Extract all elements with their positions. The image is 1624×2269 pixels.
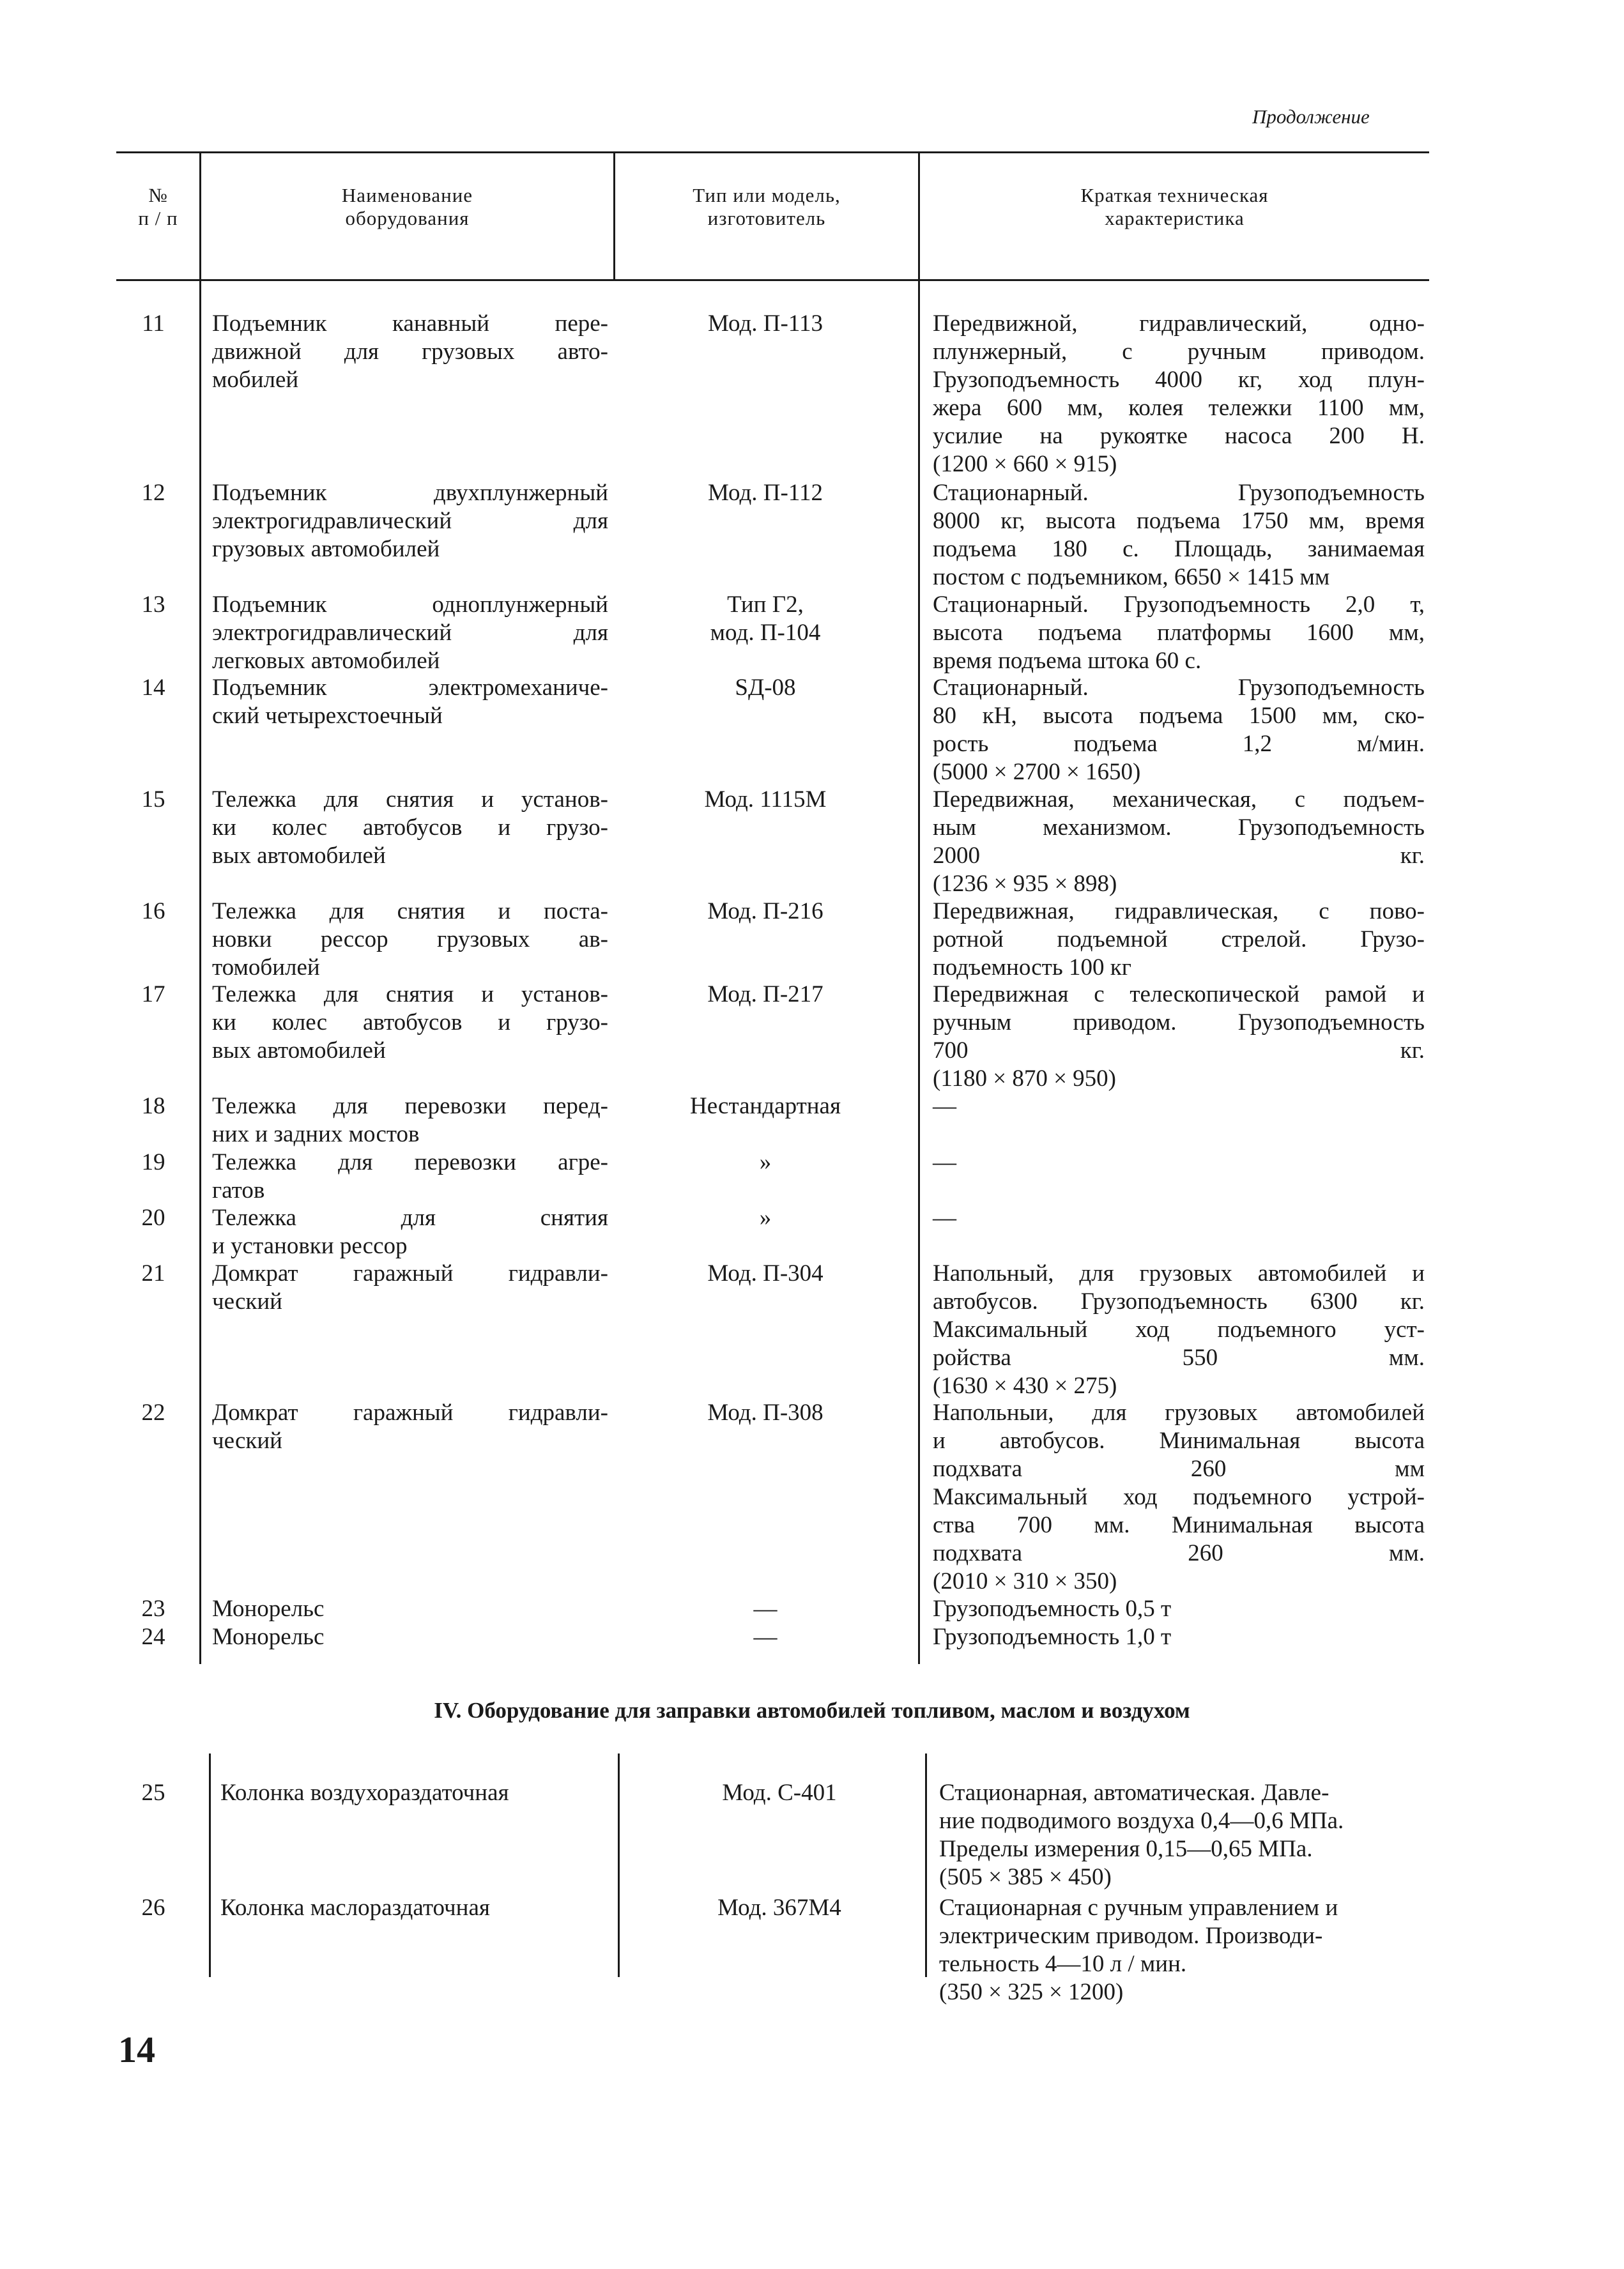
equipment-name bbox=[212, 591, 608, 675]
header-spec bbox=[920, 184, 1429, 230]
row-number: 13 bbox=[141, 592, 165, 618]
technical-spec-line: ройства 550 мм. bbox=[933, 1345, 1425, 1371]
equipment-name-line: электрогидравлический для bbox=[212, 620, 608, 646]
technical-spec-line: электрическим приводом. Производи- bbox=[939, 1923, 1323, 1949]
equipment-name-line: Домкрат гаражный гидравли- bbox=[212, 1400, 608, 1426]
model-type bbox=[625, 898, 906, 926]
equipment-name-line: Монорельс bbox=[212, 1596, 325, 1622]
row-number: 25 bbox=[141, 1780, 165, 1806]
equipment-name bbox=[212, 981, 608, 1065]
model-type bbox=[625, 1204, 906, 1232]
technical-spec-line: Напольный, для грузовых автомобилей и bbox=[933, 1260, 1425, 1287]
equipment-name-line: Монорельс bbox=[212, 1624, 325, 1650]
technical-spec-line: — bbox=[933, 1149, 956, 1175]
equipment-name-line: новки рессор грузовых ав- bbox=[212, 926, 608, 952]
section-divider-1 bbox=[209, 1753, 211, 1977]
technical-spec-line: 80 кН, высота подъема 1500 мм, ско- bbox=[933, 703, 1425, 729]
model-type bbox=[625, 310, 906, 338]
header-model-line-1: Тип или модель, bbox=[693, 184, 841, 206]
technical-spec-line: 8000 кг, высота подъема 1750 мм, время bbox=[933, 508, 1425, 534]
equipment-name-line: мобилей bbox=[212, 367, 299, 393]
equipment-name-line: Подъемник двухплунжерный bbox=[212, 480, 608, 506]
equipment-name-line: Тележка для снятия и поста- bbox=[212, 898, 608, 924]
technical-spec-line: Грузоподъемность 0,5 т bbox=[933, 1596, 1172, 1622]
technical-spec bbox=[933, 1092, 1425, 1120]
technical-spec bbox=[933, 898, 1425, 982]
model-type-line: Нестандартная bbox=[689, 1093, 841, 1119]
equipment-name bbox=[212, 1092, 608, 1149]
column-divider-3 bbox=[918, 153, 920, 1664]
equipment-name bbox=[212, 310, 608, 394]
technical-spec-line: Передвижной, гидравлический, одно- bbox=[933, 310, 1425, 337]
technical-spec-line: (1180 × 870 × 950) bbox=[933, 1066, 1117, 1092]
technical-spec bbox=[933, 591, 1425, 675]
technical-spec-line: постом с подъемником, 6650 × 1415 мм bbox=[933, 564, 1330, 590]
model-type bbox=[625, 479, 906, 507]
technical-spec-line: ние подводимого воздуха 0,4—0,6 МПа. bbox=[939, 1808, 1344, 1834]
technical-spec bbox=[933, 674, 1425, 786]
technical-spec-line: плунжерный, с ручным приводом. bbox=[933, 339, 1425, 365]
technical-spec-line: (1630 × 430 × 275) bbox=[933, 1373, 1117, 1399]
equipment-name bbox=[212, 479, 608, 563]
equipment-name-line: движной для грузовых авто- bbox=[212, 339, 608, 365]
row-number: 22 bbox=[141, 1400, 165, 1426]
technical-spec-line: Стационарный. Грузоподъемность 2,0 т, bbox=[933, 592, 1425, 618]
header-num bbox=[118, 184, 198, 230]
technical-spec-line: Передвижная, механическая, с подъем- bbox=[933, 786, 1425, 813]
technical-spec-line: — bbox=[933, 1205, 956, 1231]
equipment-name-line: Тележка для снятия bbox=[212, 1205, 608, 1231]
equipment-name-line: Колонка воздухораздаточная bbox=[220, 1780, 509, 1806]
section-divider-2 bbox=[618, 1753, 620, 1977]
technical-spec-line: (5000 × 2700 × 1650) bbox=[933, 759, 1141, 785]
equipment-name-line: Подъемник электромеханиче- bbox=[212, 675, 608, 701]
technical-spec-line: ротной подъемной стрелой. Грузо- bbox=[933, 926, 1425, 952]
equipment-name-line: ки колес автобусов и грузо- bbox=[212, 814, 608, 841]
equipment-name bbox=[212, 674, 608, 730]
section-divider-3 bbox=[925, 1753, 927, 1977]
technical-spec-line: (2010 × 310 × 350) bbox=[933, 1568, 1117, 1594]
model-type bbox=[625, 591, 906, 647]
page-number: 14 bbox=[118, 2029, 155, 2070]
technical-spec-line: усилие на рукоятке насоса 200 Н. bbox=[933, 423, 1425, 449]
equipment-name bbox=[212, 786, 608, 870]
model-type-line: мод. П-104 bbox=[710, 620, 821, 646]
equipment-name-line: Домкрат гаражный гидравли- bbox=[212, 1260, 608, 1287]
technical-spec-line: ручным приводом. Грузоподъемность bbox=[933, 1009, 1425, 1035]
technical-spec-line: Напольныи, для грузовых автомобилей bbox=[933, 1400, 1425, 1426]
row-number: 23 bbox=[141, 1596, 165, 1622]
header-num-line-1: № bbox=[148, 184, 168, 206]
row-number: 26 bbox=[141, 1895, 165, 1921]
model-type-line: » bbox=[759, 1149, 772, 1175]
technical-spec-line: (350 × 325 × 1200) bbox=[939, 1979, 1124, 2005]
equipment-name-line: ческий bbox=[212, 1428, 282, 1454]
equipment-name-line: грузовых автомобилей bbox=[212, 536, 440, 562]
technical-spec-line: Пределы измерения 0,15—0,65 МПа. bbox=[939, 1836, 1313, 1862]
technical-spec-line: — bbox=[933, 1093, 956, 1119]
technical-spec-line: Передвижная, гидравлическая, с пово- bbox=[933, 898, 1425, 924]
equipment-name-line: ческий bbox=[212, 1288, 282, 1315]
model-type bbox=[625, 1092, 906, 1120]
equipment-name bbox=[212, 1595, 608, 1623]
model-type bbox=[625, 1595, 906, 1623]
header-name-line-1: Наименование bbox=[341, 184, 473, 206]
equipment-name bbox=[212, 1399, 608, 1455]
equipment-name-line: вых автомобилей bbox=[212, 1037, 386, 1064]
model-type-line: — bbox=[753, 1596, 778, 1622]
row-number: 11 bbox=[142, 310, 165, 337]
technical-spec bbox=[933, 1204, 1425, 1232]
equipment-name bbox=[220, 1779, 604, 1807]
model-type-line: Мод. П-308 bbox=[707, 1400, 823, 1426]
model-type bbox=[639, 1894, 920, 1922]
table-header-rule bbox=[116, 279, 1429, 281]
header-name-line-2: оборудования bbox=[345, 207, 470, 229]
equipment-name bbox=[220, 1894, 604, 1922]
model-type-line: Мод. П-304 bbox=[707, 1260, 823, 1287]
technical-spec-line: (1236 × 935 × 898) bbox=[933, 871, 1117, 897]
equipment-name-line: Колонка маслораздаточная bbox=[220, 1895, 490, 1921]
section-title: IV. Оборудование для заправки автомобилей топливом, маслом и воздухом bbox=[434, 1698, 1190, 1723]
equipment-name-line: Подъемник канавный пере- bbox=[212, 310, 608, 337]
technical-spec bbox=[933, 786, 1425, 898]
equipment-name-line: вых автомобилей bbox=[212, 843, 386, 869]
row-number: 16 bbox=[141, 898, 165, 924]
technical-spec-line: подъемность 100 кг bbox=[933, 954, 1131, 981]
technical-spec-line: подъема 180 с. Площадь, занимаемая bbox=[933, 536, 1425, 562]
equipment-name bbox=[212, 898, 608, 982]
model-type-line: Мод. П-113 bbox=[708, 310, 823, 337]
technical-spec-line: Стационарная, автоматическая. Давле- bbox=[939, 1780, 1329, 1806]
equipment-name-line: них и задних мостов bbox=[212, 1121, 420, 1147]
equipment-name-line: легковых автомобилей bbox=[212, 648, 440, 674]
equipment-name bbox=[212, 1149, 608, 1205]
model-type bbox=[625, 674, 906, 702]
model-type bbox=[625, 981, 906, 1009]
technical-spec-line: Максимальный ход подъемного уст- bbox=[933, 1317, 1425, 1343]
header-spec-line-2: характеристика bbox=[1105, 207, 1245, 229]
model-type-line: SД-08 bbox=[735, 675, 796, 701]
technical-spec-line: и автобусов. Минимальная высота bbox=[933, 1428, 1425, 1454]
technical-spec-line: Грузоподъемность 1,0 т bbox=[933, 1624, 1172, 1650]
continuation-label: Продолжение bbox=[1252, 105, 1370, 128]
technical-spec bbox=[939, 1894, 1431, 2006]
table-top-rule bbox=[116, 151, 1429, 153]
model-type bbox=[625, 1149, 906, 1177]
technical-spec bbox=[933, 1399, 1425, 1596]
row-number: 24 bbox=[141, 1624, 165, 1650]
technical-spec bbox=[933, 1623, 1425, 1651]
technical-spec-line: 700 кг. bbox=[933, 1037, 1425, 1064]
technical-spec-line: ства 700 мм. Минимальная высота bbox=[933, 1512, 1425, 1538]
technical-spec-line: Стационарный. Грузоподъемность bbox=[933, 480, 1425, 506]
model-type-line: Мод. П-112 bbox=[708, 480, 823, 506]
model-type bbox=[625, 1399, 906, 1427]
row-number: 15 bbox=[141, 786, 165, 813]
technical-spec bbox=[933, 1595, 1425, 1623]
technical-spec bbox=[933, 310, 1425, 478]
equipment-name bbox=[212, 1623, 608, 1651]
technical-spec-line: ным механизмом. Грузоподъемность bbox=[933, 814, 1425, 841]
model-type-line: Мод. П-217 bbox=[707, 981, 823, 1007]
equipment-name-line: Подъемник одноплунжерный bbox=[212, 592, 608, 618]
row-number: 14 bbox=[141, 675, 165, 701]
equipment-name-line: ский четырехстоечный bbox=[212, 703, 443, 729]
technical-spec-line: 2000 кг. bbox=[933, 843, 1425, 869]
technical-spec bbox=[939, 1779, 1431, 1891]
technical-spec-line: подхвата 260 мм. bbox=[933, 1540, 1425, 1566]
header-name bbox=[201, 184, 613, 230]
technical-spec bbox=[933, 1149, 1425, 1177]
equipment-name-line: томобилей bbox=[212, 954, 320, 981]
technical-spec-line: автобусов. Грузоподъемность 6300 кг. bbox=[933, 1288, 1425, 1315]
technical-spec-line: (1200 × 660 × 915) bbox=[933, 451, 1117, 477]
equipment-name-line: гатов bbox=[212, 1177, 265, 1203]
equipment-name-line: Тележка для снятия и установ- bbox=[212, 786, 608, 813]
equipment-name-line: Тележка для перевозки перед- bbox=[212, 1093, 608, 1119]
model-type bbox=[639, 1779, 920, 1807]
model-type-line: » bbox=[759, 1205, 772, 1231]
equipment-name bbox=[212, 1260, 608, 1316]
technical-spec-line: рость подъема 1,2 м/мин. bbox=[933, 731, 1425, 757]
technical-spec bbox=[933, 981, 1425, 1093]
technical-spec-line: высота подъема платформы 1600 мм, bbox=[933, 620, 1425, 646]
model-type-line: Мод. П-216 bbox=[707, 898, 823, 924]
header-num-line-2: п / п bbox=[138, 207, 178, 229]
row-number: 19 bbox=[141, 1149, 165, 1175]
header-spec-line-1: Краткая техническая bbox=[1080, 184, 1269, 206]
technical-spec-line: время подъема штока 60 с. bbox=[933, 648, 1202, 674]
technical-spec-line: Максимальный ход подъемного устрой- bbox=[933, 1484, 1425, 1510]
model-type-line: — bbox=[753, 1624, 778, 1650]
equipment-name-line: электрогидравлический для bbox=[212, 508, 608, 534]
technical-spec-line: подхвата 260 мм bbox=[933, 1456, 1425, 1482]
header-model bbox=[615, 184, 918, 230]
header-model-line-2: изготовитель bbox=[707, 207, 826, 229]
model-type-line: Тип Г2, bbox=[727, 592, 804, 618]
model-type-line: Мод. 1115М bbox=[704, 786, 827, 813]
technical-spec-line: (505 × 385 × 450) bbox=[939, 1864, 1112, 1890]
technical-spec-line: Стационарная с ручным управлением и bbox=[939, 1895, 1338, 1921]
technical-spec-line: Грузоподъемность 4000 кг, ход плун- bbox=[933, 367, 1425, 393]
model-type bbox=[625, 786, 906, 814]
row-number: 12 bbox=[141, 480, 165, 506]
technical-spec-line: Передвижная с телескопической рамой и bbox=[933, 981, 1425, 1007]
row-number: 20 bbox=[141, 1205, 165, 1231]
equipment-name bbox=[212, 1204, 608, 1260]
row-number: 18 bbox=[141, 1093, 165, 1119]
equipment-name-line: и установки рессор bbox=[212, 1233, 408, 1259]
row-number: 17 bbox=[141, 981, 165, 1007]
technical-spec-line: тельность 4—10 л / мин. bbox=[939, 1951, 1187, 1977]
model-type-line: Мод. С-401 bbox=[722, 1780, 837, 1806]
technical-spec bbox=[933, 479, 1425, 592]
model-type bbox=[625, 1260, 906, 1288]
column-divider-1 bbox=[199, 153, 201, 1664]
equipment-name-line: Тележка для перевозки агре- bbox=[212, 1149, 608, 1175]
model-type-line: Мод. 367М4 bbox=[717, 1895, 841, 1921]
technical-spec-line: Стационарный. Грузоподъемность bbox=[933, 675, 1425, 701]
technical-spec bbox=[933, 1260, 1425, 1400]
row-number: 21 bbox=[141, 1260, 165, 1287]
equipment-name-line: Тележка для снятия и установ- bbox=[212, 981, 608, 1007]
equipment-name-line: ки колес автобусов и грузо- bbox=[212, 1009, 608, 1035]
model-type bbox=[625, 1623, 906, 1651]
technical-spec-line: жера 600 мм, колея тележки 1100 мм, bbox=[933, 395, 1425, 421]
